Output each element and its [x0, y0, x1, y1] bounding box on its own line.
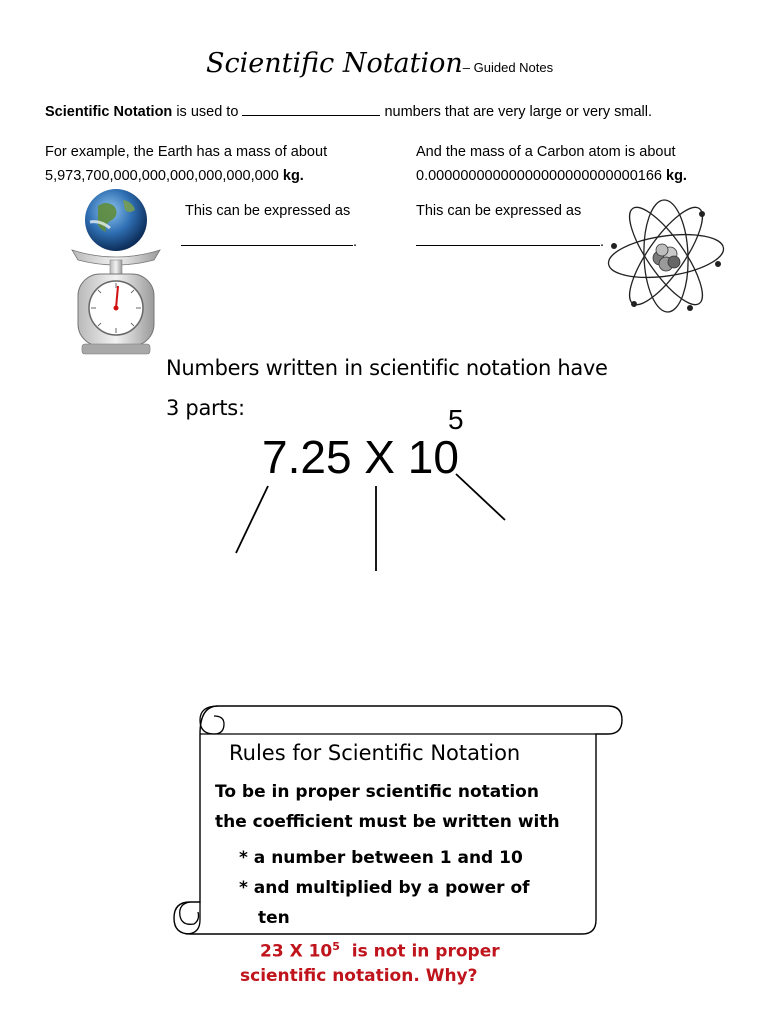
question-rest: is not in proper [339, 941, 500, 962]
rules-bullet1: * a number between 1 and 10 [239, 848, 523, 868]
carbon-line1: And the mass of a Carbon atom is about [416, 144, 676, 160]
carbon-expressed: This can be expressed as [416, 203, 582, 219]
carbon-period: . [600, 234, 605, 250]
rules-bullet2: * and multiplied by a power of [239, 878, 530, 898]
intro-bold: Scientific Notation [45, 104, 173, 120]
earth-line1: For example, the Earth has a mass of about [45, 144, 328, 160]
title-sub: – Guided Notes [462, 60, 554, 75]
parts-line1: Numbers written in scientific notation have [166, 356, 608, 380]
rules-line2: the coefficient must be written with [215, 812, 560, 832]
parts-line2: 3 parts: [166, 396, 245, 420]
title-main: Scientific Notation [206, 48, 463, 79]
carbon-unit: kg. [666, 168, 687, 184]
rules-heading: Rules for Scientific Notation [229, 741, 521, 765]
question-base: 23 X 10 [260, 941, 333, 962]
example-equation: 7.25 X 10 [262, 431, 459, 483]
question-line1 [260, 940, 500, 962]
intro-after: numbers that are very large or very small. [384, 104, 652, 120]
intro-before: is used to [172, 104, 239, 120]
earth-period: . [353, 234, 358, 250]
question-line2: scientific notation. Why? [240, 966, 478, 986]
earth-expressed: This can be expressed as [185, 203, 351, 219]
question-exp: 5 [332, 940, 340, 953]
earth-value: 5,973,700,000,000,000,000,000,000 [45, 168, 279, 184]
rules-bullet2b: ten [258, 908, 290, 928]
example-exponent: 5 [448, 404, 464, 435]
rules-line1: To be in proper scientific notation [215, 782, 539, 802]
carbon-value: 0.00000000000000000000000000166 [416, 168, 662, 184]
earth-unit: kg. [282, 168, 304, 184]
